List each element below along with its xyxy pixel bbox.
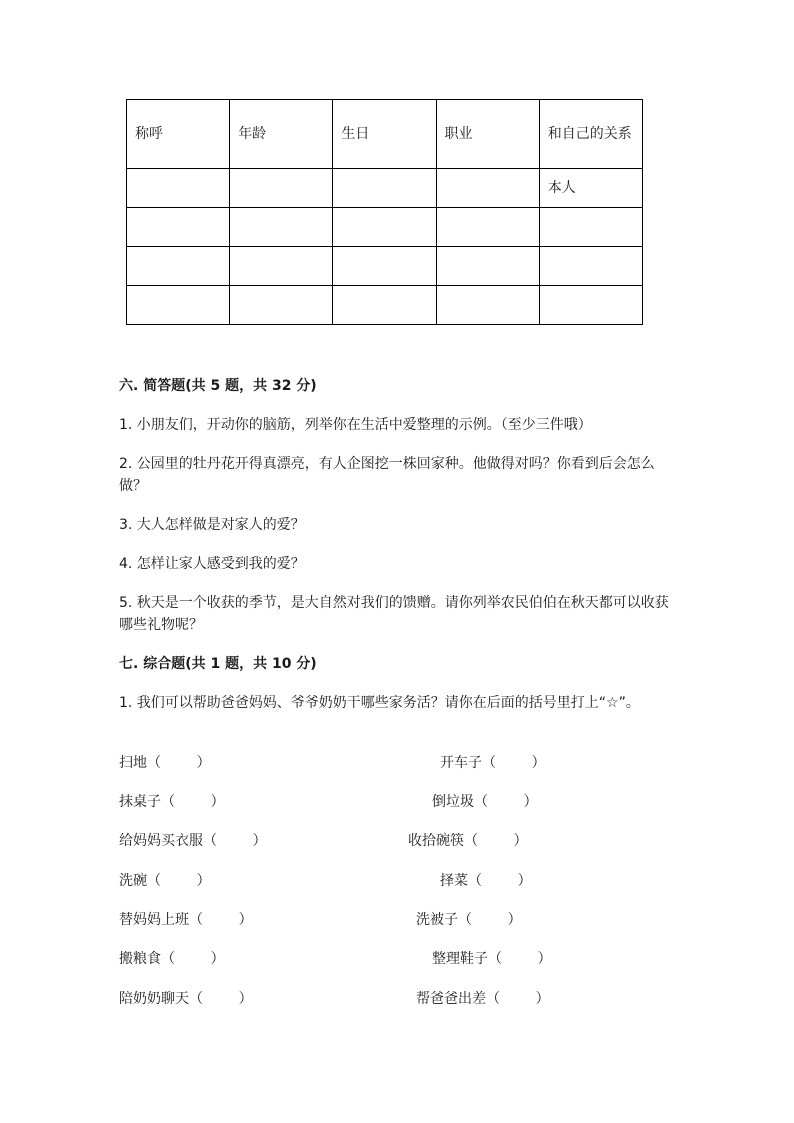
table-cell[interactable] [436, 208, 539, 247]
table-cell[interactable] [230, 286, 333, 325]
header-cell-title: 称呼 [127, 100, 230, 169]
table-cell[interactable] [333, 286, 436, 325]
chore-option[interactable]: 抹桌子（ ） [119, 794, 225, 810]
chore-option[interactable]: 搬粮食（ ） [119, 951, 225, 967]
chore-option[interactable]: 择菜（ ） [440, 873, 532, 889]
chore-option[interactable]: 扫地（ ） [119, 755, 211, 771]
table-row [127, 247, 643, 286]
header-cell-job: 职业 [436, 100, 539, 169]
chore-option[interactable]: 倒垃圾（ ） [432, 794, 538, 810]
question-6-1: 1. 小朋友们，开动你的脑筋，列举你在生活中爱整理的示例。（至少三件哦） [119, 417, 592, 433]
header-cell-birthday: 生日 [333, 100, 436, 169]
table-cell[interactable] [436, 247, 539, 286]
table-row [127, 208, 643, 247]
chore-option[interactable]: 开车子（ ） [440, 755, 546, 771]
section-7-title: 七. 综合题(共 1 题，共 10 分) [119, 656, 317, 672]
table-cell: 本人 [539, 169, 642, 208]
chore-option[interactable]: 收拾碗筷（ ） [408, 833, 528, 849]
chore-option[interactable]: 帮爸爸出差（ ） [416, 991, 550, 1007]
table-cell[interactable] [436, 286, 539, 325]
chore-option[interactable]: 洗碗（ ） [119, 873, 211, 889]
table-header-row [127, 100, 643, 169]
chore-option[interactable]: 陪奶奶聊天（ ） [119, 991, 253, 1007]
table-cell[interactable] [127, 169, 230, 208]
table-cell[interactable] [539, 286, 642, 325]
section-6-title: 六. 简答题(共 5 题，共 32 分) [119, 378, 317, 394]
table-cell[interactable] [230, 208, 333, 247]
table-row [127, 169, 643, 208]
question-6-2: 2. 公园里的牡丹花开得真漂亮，有人企图挖一株回家种。他做得对吗？你看到后会怎么做？ [119, 456, 655, 494]
chore-option[interactable]: 整理鞋子（ ） [432, 951, 552, 967]
question-6-3: 3. 大人怎样做是对家人的爱？ [119, 517, 305, 533]
table-cell[interactable] [333, 208, 436, 247]
table-cell[interactable] [127, 247, 230, 286]
chore-option[interactable]: 替妈妈上班（ ） [119, 912, 253, 928]
question-6-4: 4. 怎样让家人感受到我的爱？ [119, 556, 305, 572]
chore-option[interactable]: 给妈妈买衣服（ ） [119, 833, 267, 849]
table-cell[interactable] [230, 169, 333, 208]
table-cell[interactable] [539, 247, 642, 286]
chore-option[interactable]: 洗被子（ ） [416, 912, 522, 928]
table-cell[interactable] [127, 286, 230, 325]
table-cell[interactable] [539, 208, 642, 247]
family-info-table [126, 99, 643, 325]
question-7-1: 1. 我们可以帮助爸爸妈妈、爷爷奶奶干哪些家务活？请你在后面的括号里打上“☆”。 [119, 695, 640, 711]
question-6-5: 5. 秋天是一个收获的季节，是大自然对我们的馈赠。请你列举农民伯伯在秋天都可以收获哪些礼物呢？ [119, 595, 669, 633]
table-cell[interactable] [333, 247, 436, 286]
table-cell[interactable] [230, 247, 333, 286]
table-cell[interactable] [436, 169, 539, 208]
table-cell[interactable] [333, 169, 436, 208]
table-cell[interactable] [127, 208, 230, 247]
header-cell-age: 年龄 [230, 100, 333, 169]
table-row [127, 286, 643, 325]
header-cell-relation: 和自己的关系 [539, 100, 642, 169]
